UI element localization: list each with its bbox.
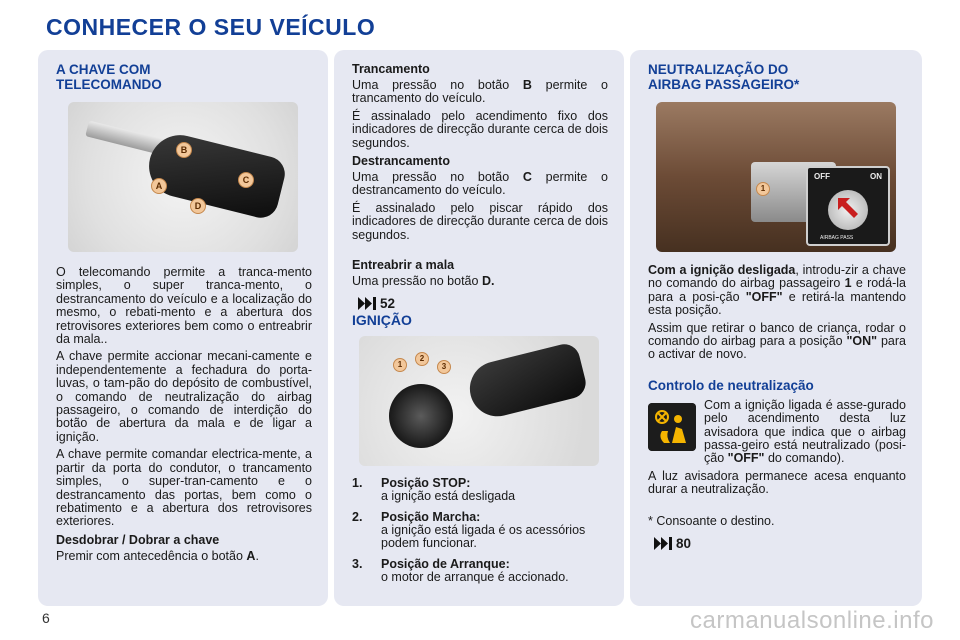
key-label-b: B	[176, 142, 192, 158]
airbag-label-1: 1	[756, 182, 770, 196]
trunk-text: Uma pressão no botão D.	[352, 274, 495, 289]
airbag-title: NEUTRALIZAÇÃO DO AIRBAG PASSAGEIRO*	[648, 62, 800, 92]
key-mechanical-description: A chave permite accionar mecani-camente e independentemente a fechadura do porta-luvas, o tam-pão do depósito de combustível, o comando de neutralização do airbag passageiro, o comando de interdição do botão de abertura da mala e de ligar a ignição.	[56, 349, 312, 444]
forward-icon	[358, 297, 376, 310]
arrow-up-left-icon	[836, 196, 860, 220]
key-label-a: A	[151, 178, 167, 194]
page-number: 6	[42, 610, 50, 626]
fold-key-text: Premir com antecedência o botão A.	[56, 548, 259, 563]
airbag-off-warning-icon	[648, 403, 696, 451]
ignition-photo	[359, 336, 599, 466]
ignition-position-item: 3. Posição de Arranque: o motor de arranque é accionado.	[352, 556, 569, 584]
locking-text: Uma pressão no botão B permite o trancamento do veículo.	[352, 78, 608, 106]
control-persist-text: A luz avisadora permanece acesa enquanto durar a neutralização.	[648, 468, 906, 497]
remote-description: O telecomando permite a tranca-mento simples, o super tranca-mento, o destrancamento do veículo e a localização do mesmo, o rebati-mento e a abertura dos retrovisores exteriores bem como o entreabrir da mala..	[56, 265, 312, 347]
forward-icon	[654, 537, 672, 550]
key-label-c: C	[238, 172, 254, 188]
footnote: * Consoante o destino.	[648, 513, 775, 528]
ignition-title: IGNIÇÃO	[352, 312, 412, 329]
ignition-label-2: 2	[415, 352, 429, 366]
key-remote-panel	[38, 50, 328, 606]
fold-key-subtitle: Desdobrar / Dobrar a chave	[56, 532, 220, 547]
ignition-lock	[389, 384, 453, 448]
watermark: carmanualsonline.info	[690, 607, 934, 634]
locking-signal-text: É assinalado pelo acendimento fixo dos indicadores de direcção durante cerca de dois segundos.	[352, 108, 608, 150]
indicator-row	[648, 399, 906, 466]
key-photo	[68, 102, 298, 252]
page-reference-52[interactable]: 52	[358, 296, 608, 311]
ignition-key	[464, 341, 589, 422]
page-reference-80[interactable]: 80	[654, 536, 906, 551]
unlocking-signal-text: É assinalado pelo piscar rápido dos indicadores de direcção durante cerca de dois segundos.	[352, 200, 608, 242]
airbag-switch-photo	[656, 102, 896, 252]
airbag-reactivate-text: Assim que retirar o banco de criança, rodar o comando do airbag para a posição "ON" para o activar de novo.	[648, 320, 906, 362]
key-remote-title: A CHAVE COM TELECOMANDO	[56, 62, 162, 92]
key-fob	[143, 129, 289, 222]
locking-subtitle: Trancamento	[352, 62, 430, 76]
ignition-position-item: 1. Posição STOP: a ignição está desligada	[352, 476, 516, 504]
airbag-switch-closeup: OFF ON AIRBAG PASS	[806, 166, 890, 246]
unlocking-text: Uma pressão no botão C permite o destrancamento do veículo.	[352, 170, 608, 198]
ignition-label-3: 3	[437, 360, 451, 374]
control-subtitle: Controlo de neutralização	[648, 377, 814, 393]
key-label-d: D	[190, 198, 206, 214]
locking-ignition-panel	[334, 50, 624, 606]
ignition-position-item: 2. Posição Marcha: a ignição está ligada é os acessórios podem funcionar.	[352, 509, 586, 551]
airbag-deactivate-text: Com a ignição desligada, introdu-zir a chave no comando do airbag passageiro 1 e rodá-la para a posi-ção "OFF" e retirá-la mantendo esta posição.	[648, 263, 906, 318]
control-text: Com a ignição ligada é asse-gurado pelo acendimento desta luz avisadora que indica que o airbag passa-geiro está neutralizado (posi-ção "OFF" do comando).	[704, 397, 906, 466]
unlocking-subtitle: Destrancamento	[352, 154, 450, 169]
airbag-panel	[630, 50, 922, 606]
ignition-label-1: 1	[393, 358, 407, 372]
key-electrical-description: A chave permite comandar electrica-mente, a partir da porta do condutor, o trancamento simples, o super-tran-camento e o destrancamento das portas, bem como o rebatimento e a abertura dos retrovisores exteriores.	[56, 447, 312, 529]
ignition-positions-list	[352, 476, 608, 584]
page-title: CONHECER O SEU VEÍCULO	[46, 14, 376, 40]
trunk-subtitle: Entreabrir a mala	[352, 258, 455, 273]
